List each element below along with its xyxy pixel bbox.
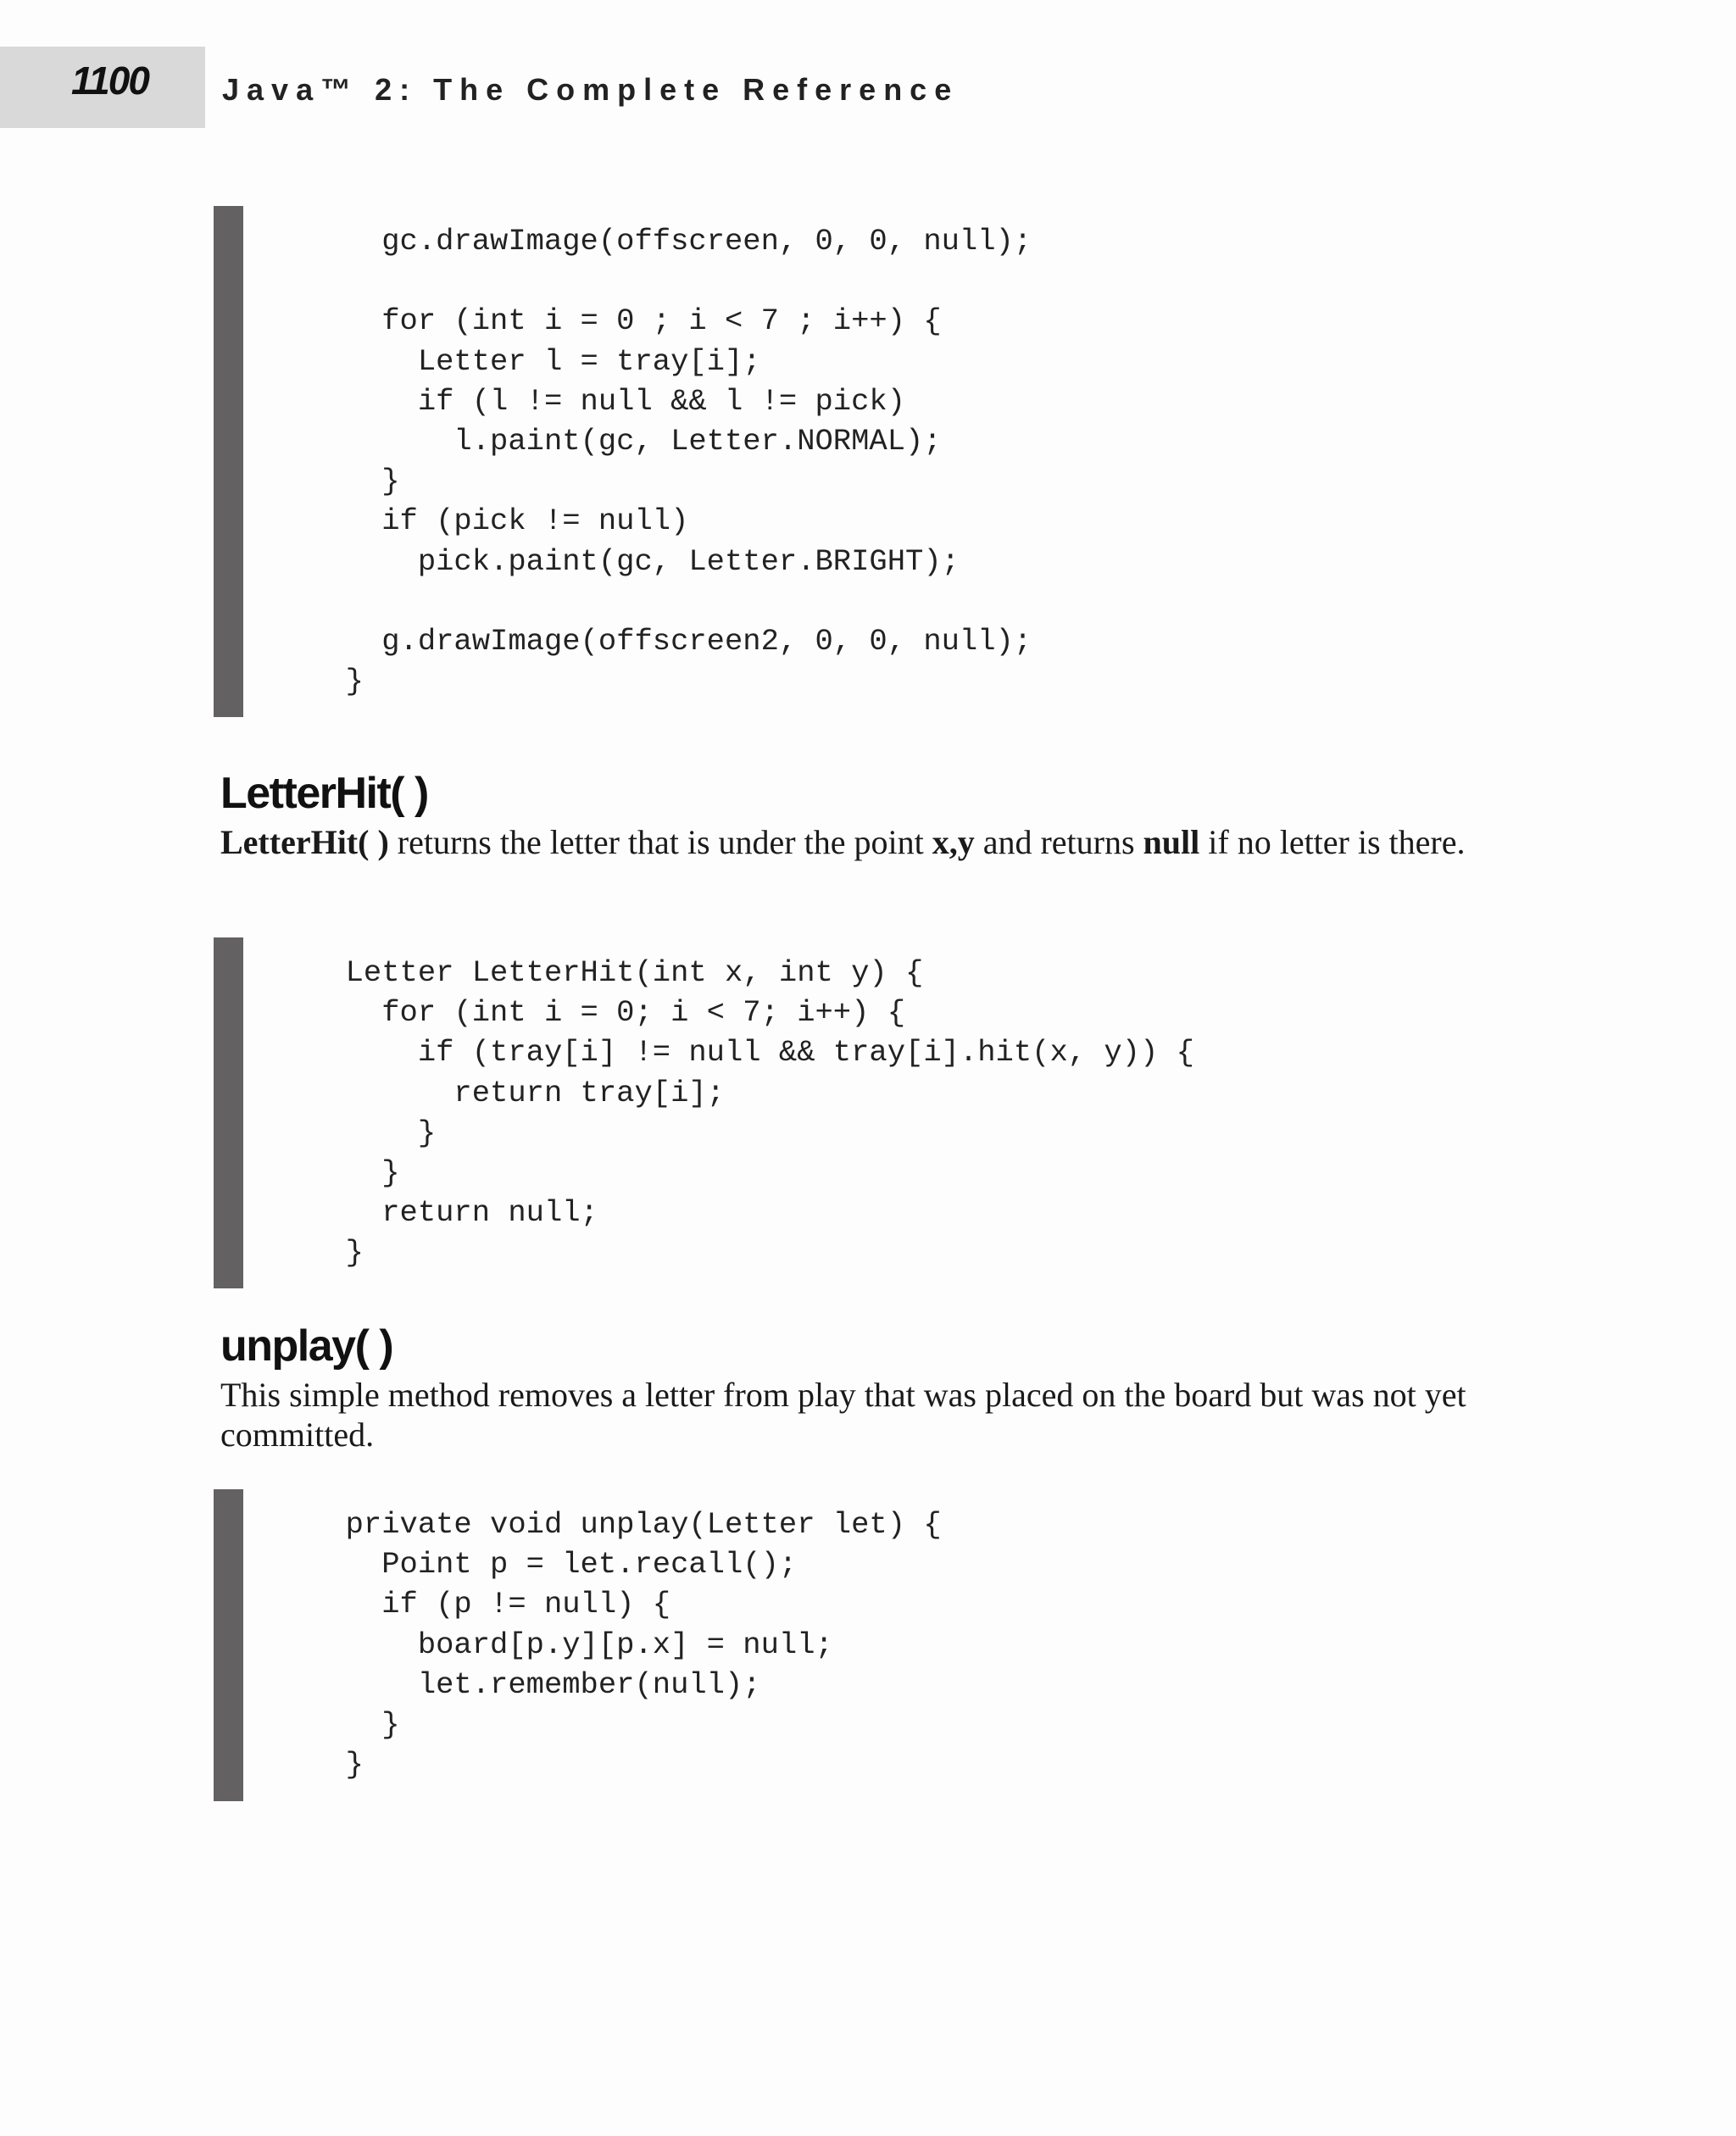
section-heading-letterhit: LetterHit( ): [220, 769, 428, 818]
code-listing: [309, 953, 1194, 1273]
null-keyword: null: [1143, 823, 1200, 861]
code-line: if (pick != null): [309, 503, 689, 539]
code-line: }: [309, 1747, 364, 1783]
running-head: Java™ 2: The Complete Reference: [222, 72, 960, 107]
code-block-bar: [214, 937, 243, 1288]
code-block-letterhit: [214, 937, 1485, 1288]
section-paragraph-unplay: This simple method removes a letter from play that was placed on the board but was not yet committed.: [220, 1376, 1466, 1454]
code-line: }: [309, 1155, 400, 1191]
code-line: board[p.y][p.x] = null;: [309, 1627, 833, 1662]
code-block-paint: [214, 206, 1485, 717]
code-line: for (int i = 0; i < 7; i++) {: [309, 995, 906, 1031]
code-line: if (tray[i] != null && tray[i].hit(x, y)) {: [309, 1035, 1194, 1071]
code-line: l.paint(gc, Letter.NORMAL);: [309, 424, 942, 459]
code-block-bar: [214, 206, 243, 717]
code-line: }: [309, 1707, 400, 1743]
code-line: }: [309, 1235, 364, 1271]
code-line: Point p = let.recall();: [309, 1547, 798, 1583]
code-line: }: [309, 664, 364, 699]
section-paragraph-letterhit: LetterHit( ) returns the letter that is under the point x,y and returns null if no letter is there.: [220, 823, 1466, 861]
code-line: }: [309, 1115, 437, 1150]
code-line: let.remember(null);: [309, 1666, 761, 1702]
code-line: g.drawImage(offscreen2, 0, 0, null);: [309, 624, 1032, 659]
code-line: gc.drawImage(offscreen, 0, 0, null);: [309, 224, 1032, 259]
page-number: 1100: [71, 58, 148, 103]
section-heading-unplay: unplay( ): [220, 1321, 393, 1371]
code-listing: [309, 1505, 942, 1784]
method-name-letterhit: LetterHit( ): [220, 823, 389, 861]
code-line: return null;: [309, 1195, 598, 1231]
point-coordinates: x,y: [932, 823, 975, 861]
code-line: pick.paint(gc, Letter.BRIGHT);: [309, 543, 960, 579]
code-listing: [309, 221, 1032, 701]
code-line: for (int i = 0 ; i < 7 ; i++) {: [309, 303, 942, 339]
code-line: return tray[i];: [309, 1075, 725, 1110]
code-line: private void unplay(Letter let) {: [309, 1507, 942, 1542]
code-line: Letter LetterHit(int x, int y) {: [309, 955, 924, 990]
code-line: if (p != null) {: [309, 1587, 671, 1622]
code-block-bar: [214, 1489, 243, 1801]
code-line: if (l != null && l != pick): [309, 383, 906, 419]
code-line: Letter l = tray[i];: [309, 343, 761, 379]
code-block-unplay: [214, 1489, 1485, 1801]
code-line: }: [309, 464, 400, 499]
